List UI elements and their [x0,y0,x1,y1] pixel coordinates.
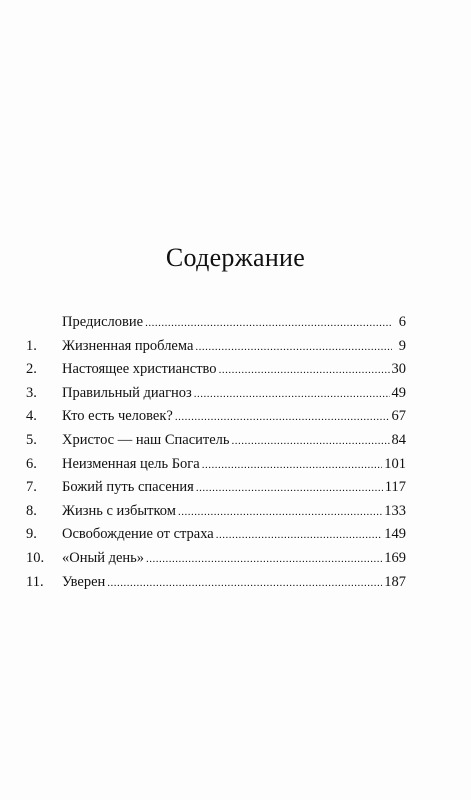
toc-entry-label: Жизненная проблема [62,337,194,354]
toc-entry-label: Освобождение от страха [62,526,214,543]
toc-entry-page: 6 [398,314,406,330]
toc-entry-number: 5. [26,431,37,448]
toc-entry-page: 101 [384,455,406,472]
toc-entry-number: 9. [26,526,37,543]
toc-entry-page: 67 [391,408,406,425]
toc-entry-8 [26,503,406,527]
toc-entry-2 [26,361,406,385]
toc-entry-3 [26,385,406,409]
toc-entry-number: 1. [26,337,37,354]
toc-entry-page: 9 [398,337,406,354]
toc-entry-number: 2. [26,361,37,378]
toc-entry-7 [26,479,406,503]
toc-entry-number: 10. [26,549,45,566]
toc-entry-label: Христос — наш Спаситель [62,431,230,448]
toc-leader-dots [146,553,382,565]
toc-entry-page: 149 [384,526,406,543]
toc-entry-number: 11. [26,573,44,590]
toc-leader-dots [194,388,390,400]
toc-leader-dots [195,341,392,353]
toc-entry-label: Предисловие [62,314,144,330]
toc-entry-label: Кто есть человек? [62,408,173,425]
toc-leader-dots [202,459,383,471]
toc-leader-dots [196,482,383,494]
toc-entry-label: Неизменная цель Бога [62,455,200,472]
toc-entry-page: 117 [384,479,406,496]
toc-entry-page: 187 [384,573,406,590]
toc-leader-dots [178,506,382,518]
toc-title: Содержание [165,243,306,272]
toc-entry-label: Жизнь с избытком [62,502,176,519]
toc-entry-6 [26,456,406,480]
toc-entry-9 [26,526,406,550]
toc-entry-number: 4. [26,408,37,425]
toc-entry-4 [26,408,406,432]
toc-entry-page: 84 [391,431,406,448]
toc-entry-number: 6. [26,455,37,472]
toc-leader-dots [232,435,390,447]
toc-entry-preface [26,314,406,338]
toc-leader-dots [145,317,392,329]
toc-entry-page: 169 [384,549,406,566]
toc-entry-label: «Оный день» [62,549,145,566]
toc-entry-page: 30 [391,361,406,378]
toc-entry-number: 3. [26,384,37,401]
toc-leader-dots [107,577,382,589]
toc-leader-dots [219,364,390,376]
toc-entry-label: Уверен [62,573,106,590]
toc-leader-dots [175,411,390,423]
toc-entry-1 [26,338,406,362]
toc-entry-page: 133 [384,502,406,519]
toc-entry-label: Правильный диагноз [62,384,192,401]
toc-list [26,314,406,597]
toc-entry-label: Настоящее христианство [62,361,217,378]
toc-leader-dots [216,529,383,541]
toc-entry-11 [26,574,406,598]
toc-entry-number: 7. [26,479,37,496]
toc-entry-number: 8. [26,502,37,519]
toc-entry-page: 49 [391,384,406,401]
toc-entry-5 [26,432,406,456]
toc-entry-label: Божий путь спасения [62,479,194,496]
toc-entry-10 [26,550,406,574]
